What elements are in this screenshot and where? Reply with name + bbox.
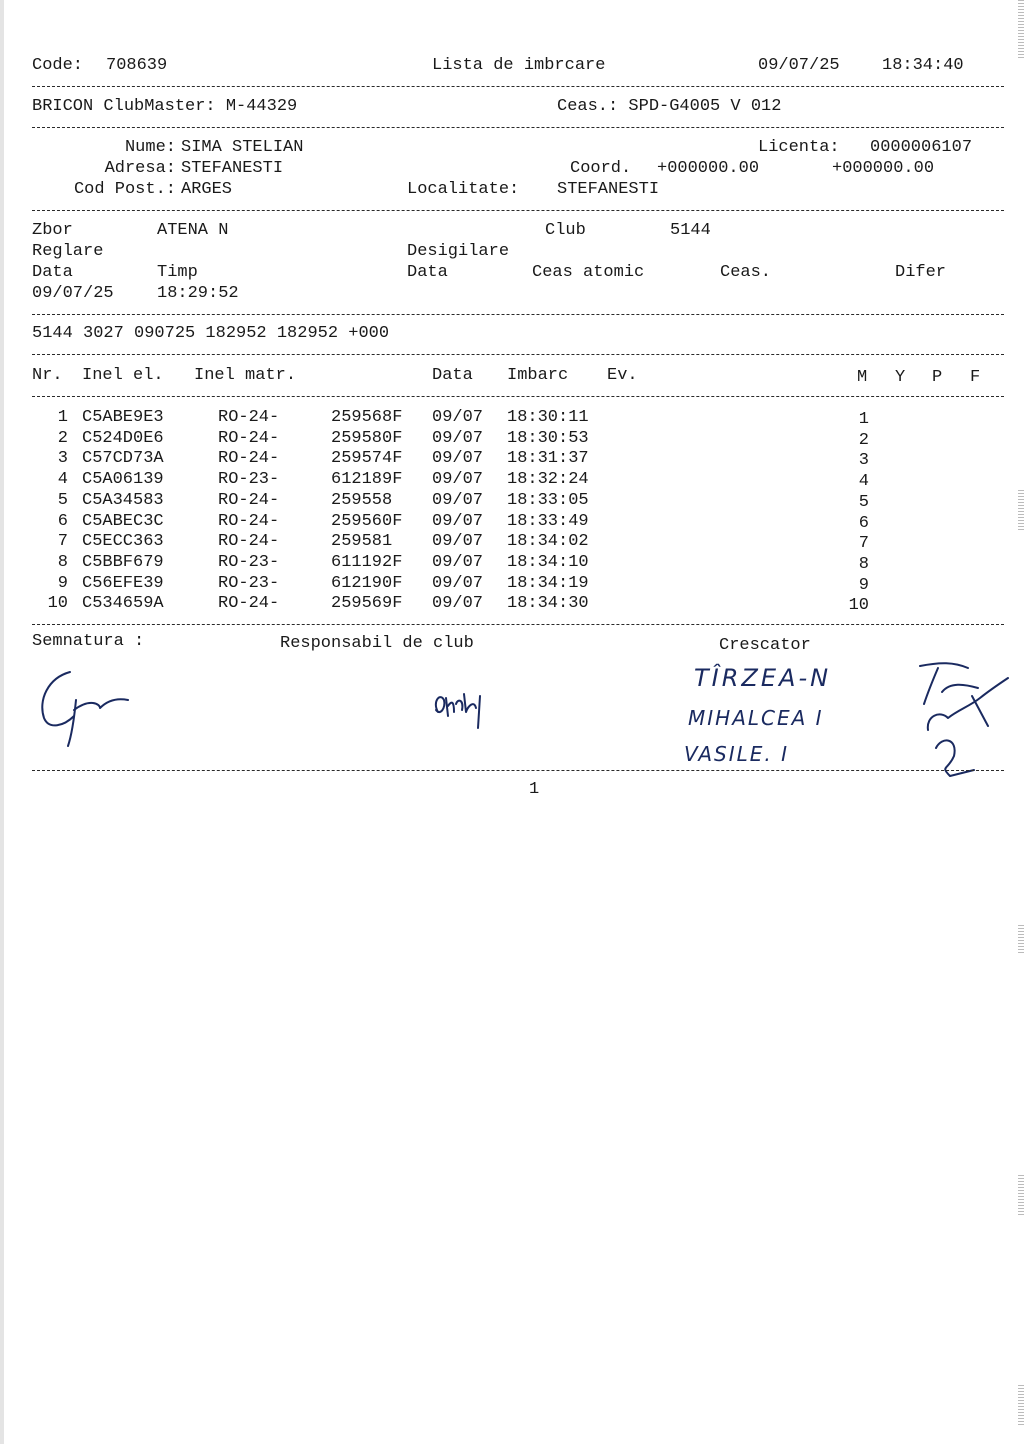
crescator-label: Crescator bbox=[719, 636, 811, 655]
row-ring-prefix: RO-24- bbox=[218, 490, 280, 510]
row-m: 6 bbox=[858, 513, 869, 533]
divider bbox=[32, 86, 1004, 87]
handwritten-name-2: MIHALCEA I bbox=[688, 706, 824, 730]
print-date: 09/07/25 bbox=[758, 56, 840, 75]
row-ring-number: 259560F bbox=[331, 511, 403, 531]
row-nr: 4 bbox=[57, 470, 68, 490]
row-date: 09/07 bbox=[432, 408, 484, 427]
row-ring-prefix: RO-24- bbox=[218, 511, 280, 531]
row-ring-number: 612189F bbox=[331, 470, 403, 490]
scan-edge-marks bbox=[1018, 490, 1024, 530]
code-value: 708639 bbox=[106, 56, 168, 75]
row-nr: 5 bbox=[57, 490, 68, 510]
address-value: STEFANESTI bbox=[181, 159, 284, 178]
row-ring-prefix: RO-24- bbox=[218, 449, 280, 469]
row-date: 09/07 bbox=[432, 552, 484, 572]
handwritten-name-3: VASILE. I bbox=[684, 742, 789, 766]
locality-value: STEFANESTI bbox=[557, 180, 660, 199]
clock-id: Ceas.: SPD-G4005 V 012 bbox=[557, 97, 782, 116]
row-nr: 6 bbox=[57, 511, 68, 531]
row-ring-prefix: RO-23- bbox=[218, 552, 280, 572]
row-m: 7 bbox=[858, 534, 869, 554]
row-inel-el: C5ECC363 bbox=[82, 532, 164, 552]
reglare-label: Reglare bbox=[32, 242, 104, 261]
club-value: 5144 bbox=[670, 221, 711, 240]
row-inel-el: C5A34583 bbox=[82, 490, 164, 510]
divider bbox=[32, 624, 1004, 625]
row-m: 1 bbox=[858, 410, 869, 429]
row-ring-number: 259569F bbox=[331, 594, 403, 614]
divider bbox=[32, 770, 1004, 771]
row-date: 09/07 bbox=[432, 470, 484, 490]
divider bbox=[32, 210, 1004, 211]
row-m: 10 bbox=[848, 596, 869, 616]
desigilare-label: Desigilare bbox=[407, 242, 510, 261]
row-nr: 7 bbox=[57, 532, 68, 552]
coord-y: +000000.00 bbox=[832, 159, 935, 178]
scan-edge-marks bbox=[1018, 1175, 1024, 1215]
row-ring-prefix: RO-23- bbox=[218, 470, 280, 490]
page-number: 1 bbox=[529, 780, 540, 799]
row-time: 18:31:37 bbox=[507, 449, 589, 469]
postal-value: ARGES bbox=[181, 180, 233, 199]
handwritten-name-1: TÎRZEA-N bbox=[694, 664, 832, 692]
reglare-time: 18:29:52 bbox=[157, 284, 239, 303]
row-time: 18:34:30 bbox=[507, 594, 589, 614]
row-inel-el: C5BBF679 bbox=[82, 552, 164, 572]
row-date: 09/07 bbox=[432, 511, 484, 531]
difer-label: Difer bbox=[895, 263, 947, 282]
row-time: 18:34:10 bbox=[507, 552, 589, 572]
locality-label: Localitate: bbox=[407, 180, 520, 199]
row-ring-prefix: RO-23- bbox=[218, 573, 280, 593]
row-ring-number: 259581 bbox=[331, 532, 393, 552]
row-ring-number: 259558 bbox=[331, 490, 393, 510]
row-nr: 8 bbox=[57, 552, 68, 572]
row-m: 5 bbox=[858, 492, 869, 512]
col-inel-el: Inel el. bbox=[82, 366, 164, 385]
row-date: 09/07 bbox=[432, 594, 484, 614]
divider bbox=[32, 314, 1004, 315]
row-ring-prefix: RO-24- bbox=[218, 408, 280, 427]
row-inel-el: C5ABEC3C bbox=[82, 511, 164, 531]
row-ring-number: 611192F bbox=[331, 552, 403, 572]
name-label: Nume: bbox=[124, 138, 176, 157]
row-ring-number: 259574F bbox=[331, 449, 403, 469]
ceas-atomic-label: Ceas atomic bbox=[532, 263, 645, 282]
row-inel-el: C56EFE39 bbox=[82, 573, 164, 593]
name-value: SIMA STELIAN bbox=[181, 138, 304, 157]
zbor-label: Zbor bbox=[32, 221, 73, 240]
signature-responsabil bbox=[428, 682, 492, 730]
responsabil-label: Responsabil de club bbox=[280, 634, 474, 653]
row-ring-prefix: RO-24- bbox=[218, 594, 280, 614]
col-y: Y bbox=[895, 368, 906, 387]
scan-edge-marks bbox=[1018, 925, 1024, 955]
row-inel-el: C57CD73A bbox=[82, 449, 164, 469]
license-label: Licenta: bbox=[758, 138, 840, 157]
row-inel-el: C5ABE9E3 bbox=[82, 408, 164, 427]
code-label: Code: bbox=[32, 56, 84, 75]
col-nr: Nr. bbox=[32, 366, 63, 385]
scan-edge-marks bbox=[1018, 0, 1024, 60]
data2-label: Data bbox=[407, 263, 448, 282]
row-ring-number: 259568F bbox=[331, 408, 403, 427]
row-nr: 10 bbox=[47, 594, 68, 614]
row-nr: 1 bbox=[57, 408, 68, 427]
row-date: 09/07 bbox=[432, 490, 484, 510]
scan-edge-marks bbox=[1018, 1385, 1024, 1425]
summary-line: 5144 3027 090725 182952 182952 +000 bbox=[32, 324, 390, 343]
postal-label: Cod Post.: bbox=[73, 180, 176, 199]
row-ring-prefix: RO-24- bbox=[218, 428, 280, 448]
row-m: 4 bbox=[858, 472, 869, 492]
col-p: P bbox=[932, 368, 943, 387]
row-nr: 2 bbox=[57, 428, 68, 448]
row-m: 9 bbox=[858, 575, 869, 595]
row-ring-prefix: RO-24- bbox=[218, 532, 280, 552]
row-date: 09/07 bbox=[432, 449, 484, 469]
row-m: 2 bbox=[858, 430, 869, 450]
license-value: 0000006107 bbox=[870, 138, 973, 157]
col-inel-matr: Inel matr. bbox=[194, 366, 297, 385]
row-inel-el: C524D0E6 bbox=[82, 428, 164, 448]
reglare-date: 09/07/25 bbox=[32, 284, 114, 303]
row-nr: 9 bbox=[57, 573, 68, 593]
col-m: M bbox=[857, 368, 868, 387]
row-time: 18:32:24 bbox=[507, 470, 589, 490]
col-ev: Ev. bbox=[607, 366, 638, 385]
row-time: 18:34:19 bbox=[507, 573, 589, 593]
address-label: Adresa: bbox=[104, 159, 176, 178]
coord-label: Coord. bbox=[570, 159, 632, 178]
divider bbox=[32, 354, 1004, 355]
row-inel-el: C534659A bbox=[82, 594, 164, 614]
row-ring-number: 259580F bbox=[331, 428, 403, 448]
signature-semnatura bbox=[30, 660, 140, 750]
row-time: 18:30:11 bbox=[507, 408, 589, 427]
row-ring-number: 612190F bbox=[331, 573, 403, 593]
data-label: Data bbox=[32, 263, 73, 282]
divider bbox=[32, 396, 1004, 397]
divider bbox=[32, 127, 1004, 128]
coord-x: +000000.00 bbox=[657, 159, 760, 178]
col-f: F bbox=[970, 368, 981, 387]
document-title: Lista de imbrcare bbox=[432, 56, 606, 75]
zbor-value: ATENA N bbox=[157, 221, 229, 240]
row-time: 18:33:49 bbox=[507, 511, 589, 531]
row-date: 09/07 bbox=[432, 428, 484, 448]
scan-edge bbox=[0, 0, 4, 1444]
row-time: 18:30:53 bbox=[507, 428, 589, 448]
col-data: Data bbox=[432, 366, 473, 385]
row-time: 18:34:02 bbox=[507, 532, 589, 552]
row-date: 09/07 bbox=[432, 573, 484, 593]
row-time: 18:33:05 bbox=[507, 490, 589, 510]
row-nr: 3 bbox=[57, 449, 68, 469]
row-date: 09/07 bbox=[432, 532, 484, 552]
club-label: Club bbox=[545, 221, 586, 240]
row-m: 8 bbox=[858, 554, 869, 574]
print-time: 18:34:40 bbox=[882, 56, 964, 75]
row-m: 3 bbox=[858, 451, 869, 471]
system-id: BRICON ClubMaster: M-44329 bbox=[32, 97, 298, 116]
timp-label: Timp bbox=[157, 263, 198, 282]
semnatura-label: Semnatura : bbox=[32, 632, 145, 651]
col-imbarc: Imbarc bbox=[507, 366, 569, 385]
ceas-label: Ceas. bbox=[720, 263, 772, 282]
row-inel-el: C5A06139 bbox=[82, 470, 164, 490]
